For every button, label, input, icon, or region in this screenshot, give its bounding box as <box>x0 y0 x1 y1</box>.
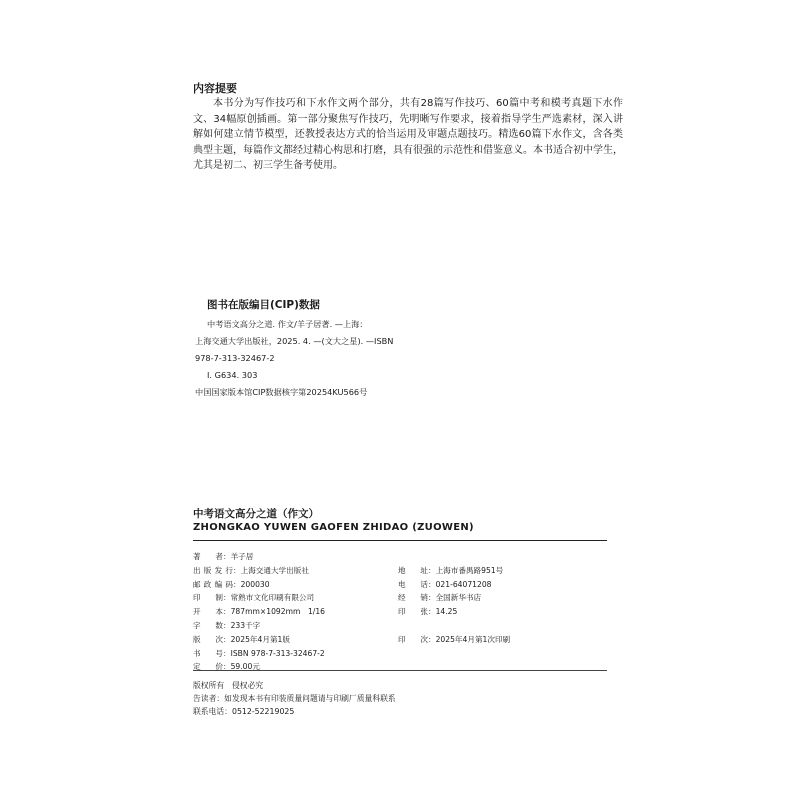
cip-title: 图书在版编目(CIP)数据 <box>207 299 320 311</box>
price-label: 定 价 <box>193 662 223 672</box>
imprint-divider <box>193 670 607 671</box>
summary-body <box>193 96 623 174</box>
cip-line-4: Ⅰ. G634. 303 <box>207 370 258 380</box>
imprint-row: 开 本：787mm×1092mm 1/16 印 张：14.25 <box>193 605 607 619</box>
summary-paragraph: 本书分为写作技巧和下水作文两个部分，共有28篇写作技巧、60篇中考和模考真题下水作文、34幅原创插画。第一部分聚焦写作技巧，先明晰写作要求，接着指导学生严选素材，深入讲解如何建立情节模型，还教授表达方式的恰当运用及审题点题技巧。精选60篇下水作文，含各类典型主题，每篇作文都经过精心构思和打磨，具有很强的示范性和借鉴意义。本书适合初中学生，尤其是初二、初三学生备考使用。 <box>193 98 623 172</box>
words-value: 233千字 <box>230 620 261 630</box>
printing-value: 2025年4月第1次印刷 <box>435 634 511 644</box>
publisher-value: 上海交通大学出版社 <box>240 565 309 575</box>
imprint-row: 字 数：233千字 <box>193 619 607 633</box>
postcode-value: 200030 <box>240 579 270 589</box>
imprint-row: 印 制：常熟市文化印刷有限公司 经 销：全国新华书店 <box>193 591 607 605</box>
imprint-row: 书 号：ISBN 978-7-313-32467-2 <box>193 647 607 661</box>
edition-label: 版 次 <box>193 634 223 644</box>
book-title-en: ZHONGKAO YUWEN GAOFEN ZHIDAO (ZUOWEN) <box>193 522 474 533</box>
sheets-label: 印 张 <box>398 607 428 617</box>
book-title-cn: 中考语文高分之道（作文） <box>193 508 319 520</box>
imprint-row: 出版发行：上海交通大学出版社 地 址：上海市番禺路951号 <box>193 564 607 578</box>
reader-notice: 告读者：如发现本书有印装质量问题请与印刷厂质量科联系 <box>193 694 396 703</box>
isbn-value: ISBN 978-7-313-32467-2 <box>230 648 325 658</box>
sheets-value: 14.25 <box>435 607 458 617</box>
phone-label: 电 话 <box>398 579 428 589</box>
address-label: 地 址 <box>398 565 428 575</box>
contact-phone: 联系电话：0512-52219025 <box>193 707 295 716</box>
postcode-label: 邮政编码 <box>193 579 233 589</box>
author-label: 著 者 <box>193 552 223 561</box>
address-value: 上海市番禺路951号 <box>435 565 504 575</box>
cip-line-5: 中国国家版本馆CIP数据核字第20254KU566号 <box>195 387 368 397</box>
price-value: 59.00元 <box>230 662 260 672</box>
printing-label: 印 次 <box>398 634 428 644</box>
printer-value: 常熟市文化印刷有限公司 <box>230 593 315 603</box>
publisher-label: 出版发行 <box>193 565 233 575</box>
cip-block <box>195 316 394 401</box>
summary-heading: 内容提要 <box>193 82 237 95</box>
format-label: 开 本 <box>193 607 223 617</box>
imprint-row: 邮政编码：200030 电 话：021-64071208 <box>193 578 607 592</box>
printer-label: 印 制 <box>193 593 223 603</box>
imprint-row: 著 者：羊子居 <box>193 550 607 564</box>
edition-value: 2025年4月第1版 <box>230 634 290 644</box>
author-value: 羊子居 <box>230 552 254 561</box>
rights-block <box>193 679 396 718</box>
rights-line: 版权所有 侵权必究 <box>193 681 264 690</box>
cip-line-1: 中考语文高分之道. 作文/羊子居著. —上海： <box>207 319 368 329</box>
distributor-label: 经 销 <box>398 593 428 603</box>
phone-value: 021-64071208 <box>435 579 492 589</box>
distributor-value: 全国新华书店 <box>435 593 482 603</box>
isbn-label: 书 号 <box>193 648 223 658</box>
imprint-table <box>193 550 607 674</box>
cip-line-2: 上海交通大学出版社，2025. 4. —(文大之星). —ISBN <box>195 336 394 346</box>
title-divider <box>193 540 607 541</box>
cip-line-3: 978-7-313-32467-2 <box>195 353 275 363</box>
format-value: 787mm×1092mm 1/16 <box>230 607 326 617</box>
imprint-row: 版 次：2025年4月第1版 印 次：2025年4月第1次印刷 <box>193 633 607 647</box>
imprint-row: 定 价：59.00元 <box>193 660 607 674</box>
words-label: 字 数 <box>193 620 223 630</box>
